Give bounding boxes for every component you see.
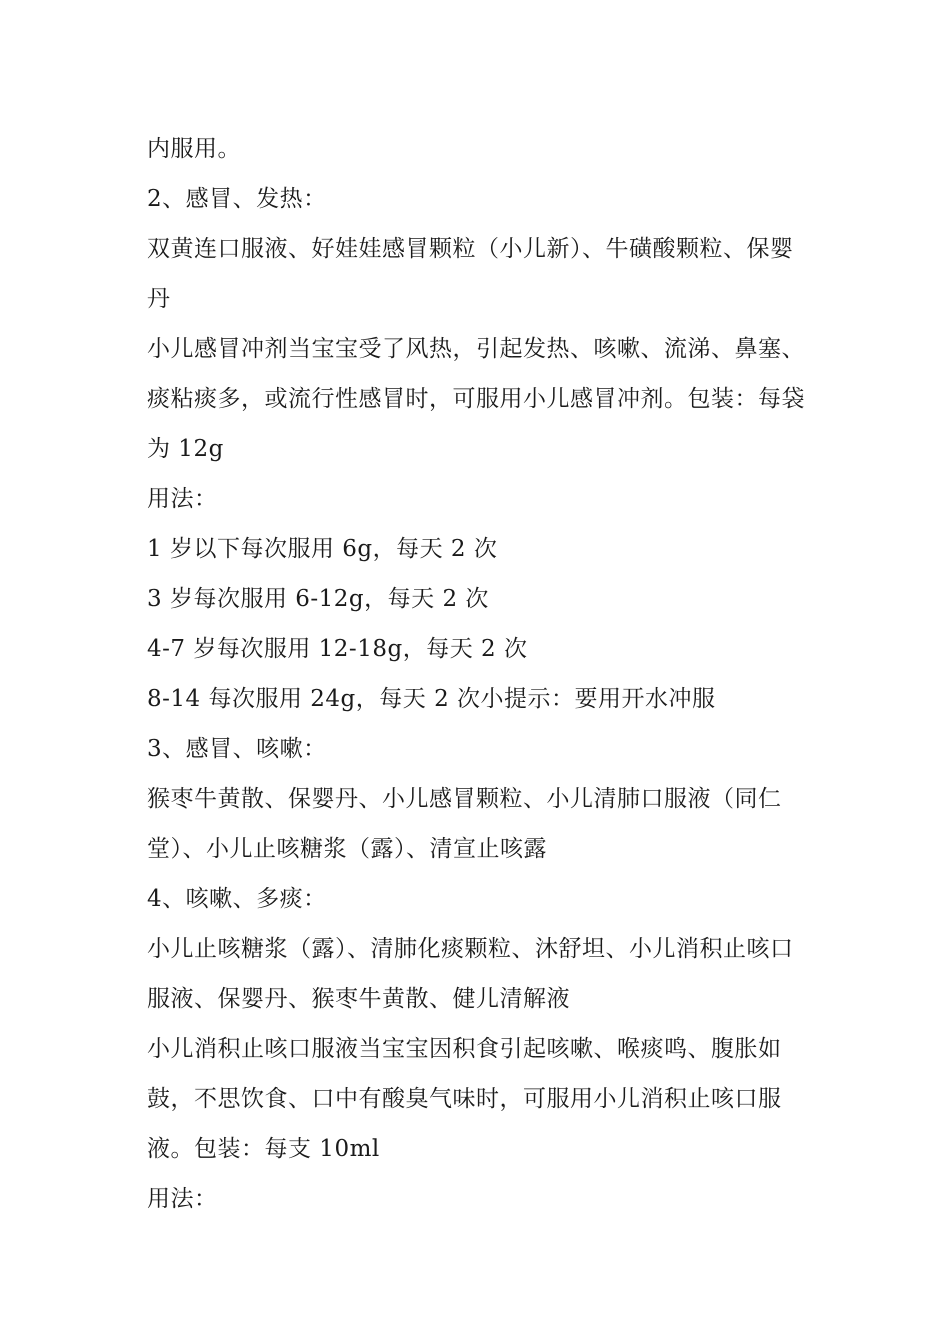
paragraph-11: 猴枣牛黄散、保婴丹、小儿感冒颗粒、小儿清肺口服液（同仁堂）、小儿止咳糖浆（露）、清宣止咳露 — [147, 786, 782, 862]
dosage-line-3: 4-7 岁每次服用 12-18g，每天 2 次 — [147, 636, 528, 662]
paragraph-4: 小儿感冒冲剂当宝宝受了风热，引起发热、咳嗽、流涕、鼻塞、痰粘痰多，或流行性感冒时，可服用小儿感冒冲剂。包装：每袋为 12g — [147, 336, 805, 462]
dosage-line-2: 3 岁每次服用 6-12g，每天 2 次 — [147, 586, 489, 612]
heading-cold-cough: 3、感冒、咳嗽： — [147, 736, 327, 762]
heading-cold-fever: 2、感冒、发热： — [147, 186, 327, 212]
dosage-line-4: 8-14 每次服用 24g，每天 2 次小提示：要用开水冲服 — [147, 686, 716, 712]
heading-cough-phlegm: 4、咳嗽、多痰： — [147, 886, 327, 912]
usage-label-1: 用法： — [147, 486, 218, 512]
paragraph-14: 小儿消积止咳口服液当宝宝因积食引起咳嗽、喉痰鸣、腹胀如鼓，不思饮食、口中有酸臭气味时，可服用小儿消积止咳口服液。包装：每支 10ml — [147, 1036, 782, 1162]
document-body — [147, 124, 807, 1224]
paragraph-13: 小儿止咳糖浆（露）、清肺化痰颗粒、沐舒坦、小儿消积止咳口服液、保婴丹、猴枣牛黄散、健儿清解液 — [147, 936, 794, 1012]
paragraph-3: 双黄连口服液、好娃娃感冒颗粒（小儿新）、牛磺酸颗粒、保婴丹 — [147, 236, 794, 312]
usage-label-2: 用法： — [147, 1186, 218, 1212]
dosage-line-1: 1 岁以下每次服用 6g，每天 2 次 — [147, 536, 498, 562]
paragraph-1: 内服用。 — [147, 136, 241, 162]
